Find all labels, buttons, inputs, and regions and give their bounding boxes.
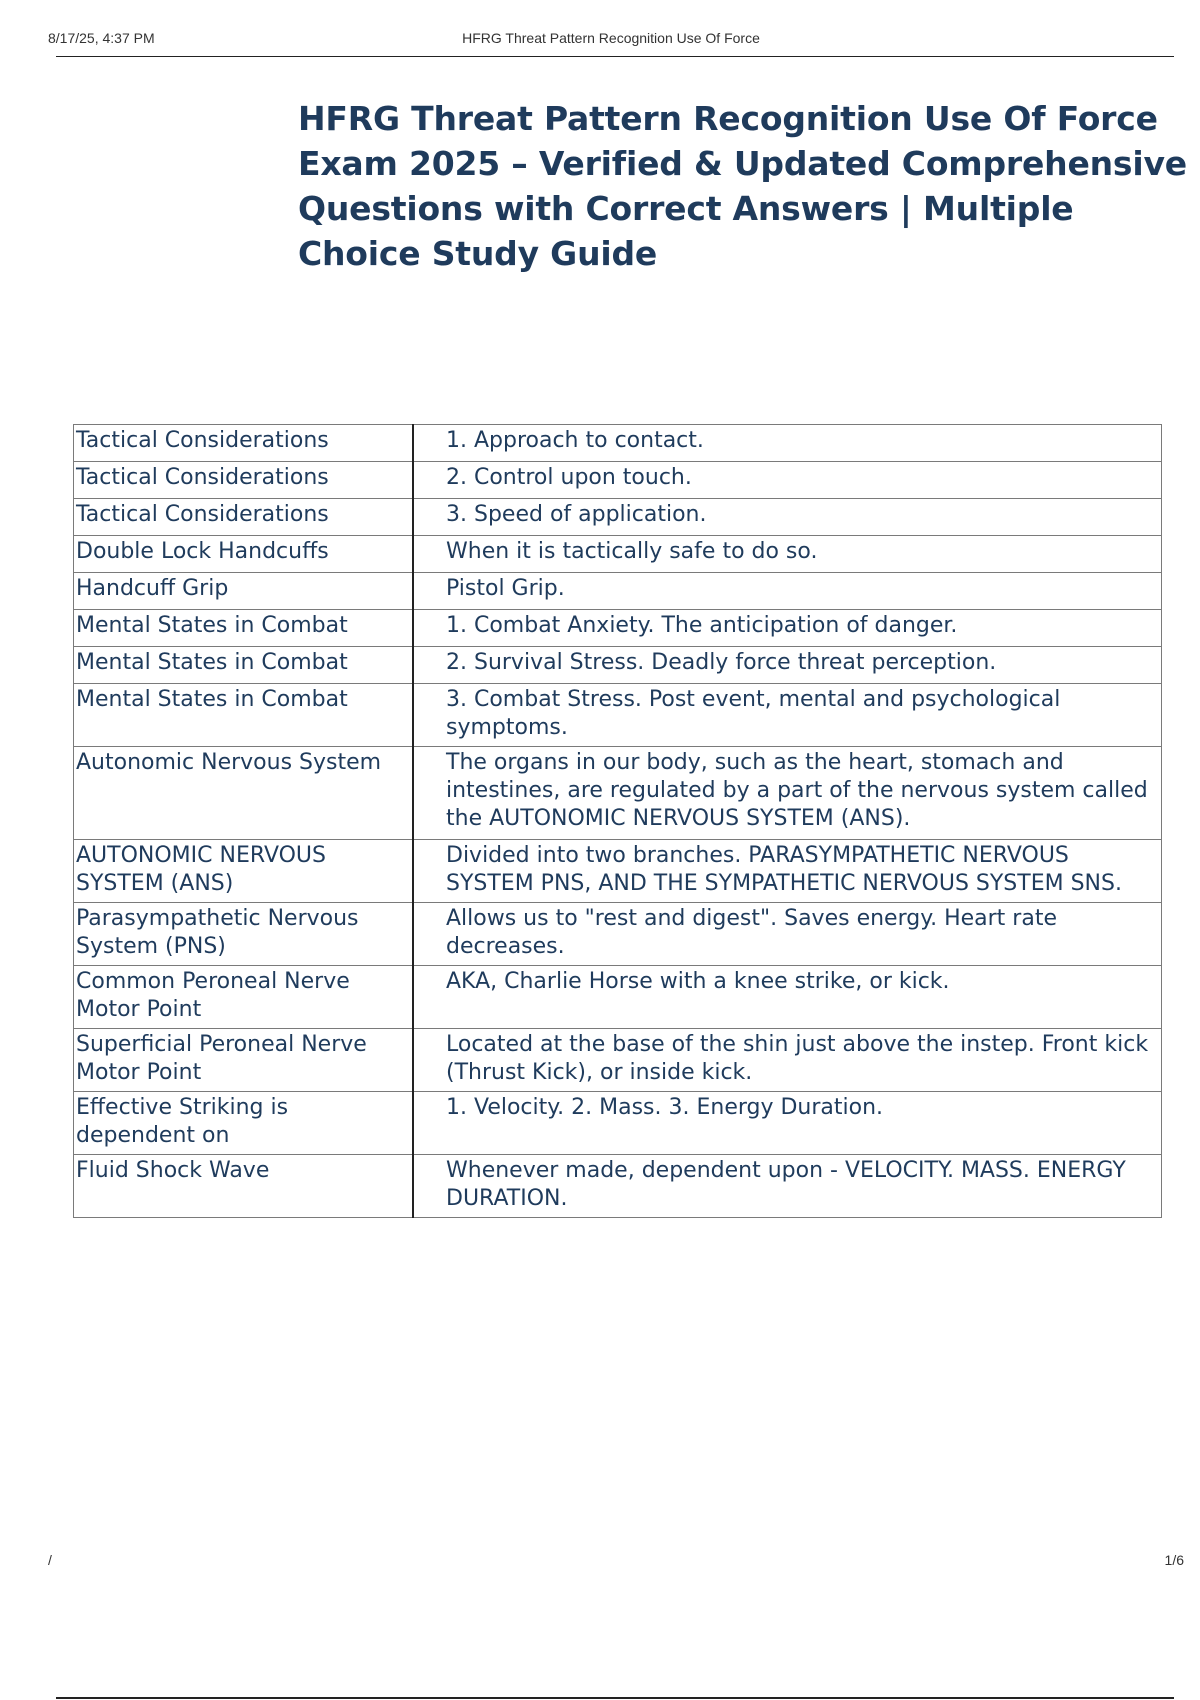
print-footer xyxy=(48,1552,1184,1572)
definition-cell: The organs in our body, such as the heart, stomach and intestines, are regulated by a part of the nervous system called the AUTONOMIC NERVOUS SYSTEM (ANS). xyxy=(413,747,1162,840)
term-cell: Tactical Considerations xyxy=(74,462,414,499)
qa-table xyxy=(73,424,1162,1218)
table-row xyxy=(74,1029,1162,1092)
term-cell: Superficial Peroneal Nerve Motor Point xyxy=(74,1029,414,1092)
table-row xyxy=(74,647,1162,684)
table-row xyxy=(74,684,1162,747)
document-title: HFRG Threat Pattern Recognition Use Of Force Exam 2025 – Verified & Updated Comprehensive Questions with Correct Answers | Multiple Choice Study Guide xyxy=(298,99,1187,273)
header-divider xyxy=(56,56,1174,57)
term-cell: Parasympathetic Nervous System (PNS) xyxy=(74,903,414,966)
definition-cell: Pistol Grip. xyxy=(413,573,1162,610)
table-row xyxy=(74,747,1162,840)
table-row xyxy=(74,425,1162,462)
table-row xyxy=(74,903,1162,966)
page-bottom-rule xyxy=(56,1697,1174,1699)
footer-url: / xyxy=(48,1552,52,1568)
term-cell: Effective Striking is dependent on xyxy=(74,1092,414,1155)
table-row xyxy=(74,462,1162,499)
term-cell: Double Lock Handcuffs xyxy=(74,536,414,573)
print-header xyxy=(48,30,1174,52)
definition-cell: AKA, Charlie Horse with a knee strike, or kick. xyxy=(413,966,1162,1029)
definition-cell: Whenever made, dependent upon - VELOCITY. MASS. ENERGY DURATION. xyxy=(413,1155,1162,1218)
term-cell: Handcuff Grip xyxy=(74,573,414,610)
term-cell: Autonomic Nervous System xyxy=(74,747,414,840)
definition-cell: Allows us to "rest and digest". Saves energy. Heart rate decreases. xyxy=(413,903,1162,966)
definition-cell: 1. Combat Anxiety. The anticipation of danger. xyxy=(413,610,1162,647)
definition-cell: 2. Control upon touch. xyxy=(413,462,1162,499)
table-row xyxy=(74,536,1162,573)
table-row xyxy=(74,610,1162,647)
definition-cell: 1. Velocity. 2. Mass. 3. Energy Duration. xyxy=(413,1092,1162,1155)
term-cell: Tactical Considerations xyxy=(74,425,414,462)
table-row xyxy=(74,1092,1162,1155)
table-row xyxy=(74,1155,1162,1218)
table-row xyxy=(74,499,1162,536)
page-number: 1/6 xyxy=(1164,1552,1184,1568)
definition-cell: 1. Approach to contact. xyxy=(413,425,1162,462)
definition-cell: 3. Combat Stress. Post event, mental and psychological symptoms. xyxy=(413,684,1162,747)
print-page-title: HFRG Threat Pattern Recognition Use Of Force xyxy=(462,30,760,46)
definition-cell: When it is tactically safe to do so. xyxy=(413,536,1162,573)
term-cell: Mental States in Combat xyxy=(74,610,414,647)
term-cell: Fluid Shock Wave xyxy=(74,1155,414,1218)
table-row xyxy=(74,966,1162,1029)
definition-cell: Divided into two branches. PARASYMPATHETIC NERVOUS SYSTEM PNS, AND THE SYMPATHETIC NERVOUS SYSTEM SNS. xyxy=(413,840,1162,903)
table-row xyxy=(74,573,1162,610)
definition-cell: 2. Survival Stress. Deadly force threat perception. xyxy=(413,647,1162,684)
term-cell: Mental States in Combat xyxy=(74,684,414,747)
term-cell: Common Peroneal Nerve Motor Point xyxy=(74,966,414,1029)
definition-cell: Located at the base of the shin just above the instep. Front kick (Thrust Kick), or inside kick. xyxy=(413,1029,1162,1092)
definition-cell: 3. Speed of application. xyxy=(413,499,1162,536)
term-cell: Tactical Considerations xyxy=(74,499,414,536)
print-date: 8/17/25, 4:37 PM xyxy=(48,30,155,46)
table-row xyxy=(74,840,1162,903)
term-cell: AUTONOMIC NERVOUS SYSTEM (ANS) xyxy=(74,840,414,903)
term-cell: Mental States in Combat xyxy=(74,647,414,684)
